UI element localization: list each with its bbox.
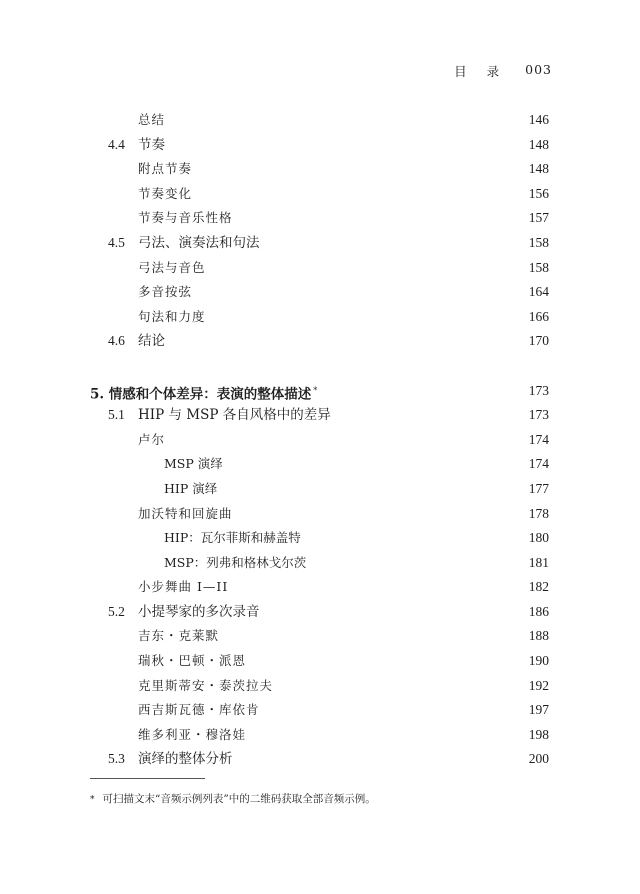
toc-entry-sub[interactable] xyxy=(0,280,640,305)
table-of-contents xyxy=(0,108,640,772)
footnote-mark: * xyxy=(90,795,95,805)
toc-entry-sub[interactable] xyxy=(0,256,640,281)
toc-entry-title-text: HIP 演绎 xyxy=(164,480,218,496)
toc-entry-title xyxy=(138,575,228,600)
toc-entry-title-text: 小步舞曲 I—II xyxy=(138,579,229,595)
toc-page-number: 177 xyxy=(528,480,549,496)
toc-page-number: 166 xyxy=(528,308,549,324)
toc-entry-subsub[interactable] xyxy=(0,551,640,576)
toc-entry-sub[interactable] xyxy=(0,428,640,453)
toc-page-number: 173 xyxy=(528,407,549,423)
toc-entry-sub[interactable] xyxy=(0,108,640,133)
toc-entry-title xyxy=(138,649,246,674)
toc-entry-subsub[interactable] xyxy=(0,452,640,477)
toc-entry-title-text: 演绎的整体分析 xyxy=(138,751,233,768)
toc-entry-sub[interactable] xyxy=(0,575,640,600)
toc-page-number: 182 xyxy=(528,579,549,595)
toc-entry-title-text: 5. 情感和个体差异：表演的整体描述 xyxy=(90,386,312,403)
toc-entry-section[interactable] xyxy=(0,133,640,158)
toc-entry-title xyxy=(138,747,233,772)
toc-page-number: 174 xyxy=(528,431,549,447)
toc-entry-title xyxy=(138,723,246,748)
toc-entry-sub[interactable] xyxy=(0,502,640,527)
toc-page-number: 158 xyxy=(528,234,549,250)
toc-page-number: 170 xyxy=(528,333,549,349)
toc-page-number: 181 xyxy=(528,554,549,570)
toc-entry-title xyxy=(138,182,192,207)
toc-page-number: 178 xyxy=(528,505,549,521)
footnote xyxy=(90,791,376,806)
toc-entry-title-text: 吉东・克莱默 xyxy=(138,628,220,644)
toc-page-number: 174 xyxy=(528,456,549,472)
toc-entry-section[interactable] xyxy=(0,747,640,772)
toc-entry-title xyxy=(164,551,306,576)
toc-entry-title-text: MSP 演绎 xyxy=(164,456,223,472)
toc-page-number: 190 xyxy=(528,653,549,669)
toc-entry-sub[interactable] xyxy=(0,206,640,231)
toc-section-number: 4.4 xyxy=(108,136,125,152)
toc-entry-title xyxy=(138,403,331,428)
toc-page-number: 157 xyxy=(528,210,549,226)
toc-page-number: 198 xyxy=(528,726,549,742)
toc-entry-title xyxy=(138,698,260,723)
toc-entry-title-text: 弓法、演奏法和句法 xyxy=(138,234,260,251)
toc-entry-title xyxy=(138,206,233,231)
toc-entry-title xyxy=(138,280,192,305)
toc-entry-title-text: 节奏与音乐性格 xyxy=(138,210,233,226)
toc-entry-title-text: 维多利亚・穆洛娃 xyxy=(138,726,247,742)
toc-page-number: 156 xyxy=(528,185,549,201)
toc-entry-title-text: 西吉斯瓦德・库依肯 xyxy=(138,702,260,718)
toc-entry-title-text: 总结 xyxy=(138,112,166,127)
toc-entry-title xyxy=(164,452,223,477)
toc-entry-title xyxy=(138,502,233,527)
toc-page-number: 197 xyxy=(528,702,549,718)
toc-entry-title xyxy=(138,231,260,256)
toc-entry-sub[interactable] xyxy=(0,305,640,330)
toc-entry-section[interactable] xyxy=(0,403,640,428)
toc-entry-title xyxy=(138,256,206,281)
toc-page-number: 186 xyxy=(528,603,549,619)
running-head-title: 目 录 xyxy=(454,64,508,79)
toc-page-number: 158 xyxy=(528,259,549,275)
toc-entry-title-text: 附点节奏 xyxy=(138,161,193,177)
toc-page-number: 164 xyxy=(528,284,549,300)
toc-page-number: 146 xyxy=(528,112,549,127)
toc-entry-title-text: HIP：瓦尔菲斯和赫盖特 xyxy=(164,530,301,546)
toc-entry-subsub[interactable] xyxy=(0,526,640,551)
toc-section-number: 5.3 xyxy=(108,751,125,767)
toc-entry-title-text: HIP 与 MSP 各自风格中的差异 xyxy=(138,407,331,424)
toc-entry-sub[interactable] xyxy=(0,723,640,748)
toc-entry-section[interactable] xyxy=(0,329,640,354)
footnote-text: 可扫描文末“音频示例列表”中的二维码获取全部音频示例。 xyxy=(102,793,376,805)
toc-section-number: 5.1 xyxy=(108,407,125,423)
toc-entry-title-text: 节奏 xyxy=(138,136,165,153)
toc-entry-title xyxy=(138,428,165,453)
toc-entry-title-text: 加沃特和回旋曲 xyxy=(138,505,233,521)
toc-page-number: 148 xyxy=(528,136,549,152)
toc-entry-title xyxy=(138,108,165,133)
toc-entry-title-text: 弓法与音色 xyxy=(138,259,206,275)
toc-entry-title xyxy=(138,600,260,625)
toc-entry-title-text: 句法和力度 xyxy=(138,308,206,324)
toc-entry-title-text: MSP：列弗和格林戈尔茨 xyxy=(164,554,307,570)
toc-entry-title-text: 小提琴家的多次录音 xyxy=(138,603,260,620)
toc-entry-sub[interactable] xyxy=(0,182,640,207)
toc-entry-sub[interactable] xyxy=(0,698,640,723)
toc-entry-sub[interactable] xyxy=(0,649,640,674)
toc-entry-sub[interactable] xyxy=(0,674,640,699)
toc-page-number: 192 xyxy=(528,677,549,693)
toc-entry-subsub[interactable] xyxy=(0,477,640,502)
toc-entry-title xyxy=(138,133,165,158)
toc-entry-sub[interactable] xyxy=(0,624,640,649)
toc-page-number: 180 xyxy=(528,530,549,546)
toc-entry-title-text: 多音按弦 xyxy=(138,284,193,300)
page-number: 003 xyxy=(525,62,552,77)
footnote-rule xyxy=(90,778,205,779)
toc-entry-title xyxy=(138,305,206,330)
toc-page-number: 148 xyxy=(528,161,549,177)
toc-entry-sub[interactable] xyxy=(0,157,640,182)
toc-page-number: 173 xyxy=(528,382,549,398)
toc-entry-section[interactable] xyxy=(0,231,640,256)
toc-entry-title xyxy=(138,624,219,649)
toc-entry-section[interactable] xyxy=(0,600,640,625)
toc-entry-title-text: 结论 xyxy=(138,333,165,350)
footnote-reference-mark: * xyxy=(313,385,318,395)
toc-entry-title xyxy=(138,157,192,182)
running-head xyxy=(454,62,552,80)
toc-entry-title xyxy=(138,674,273,699)
toc-entry-title xyxy=(138,329,165,354)
toc-gap xyxy=(0,354,640,379)
toc-section-number: 5.2 xyxy=(108,603,125,619)
toc-entry-title xyxy=(164,526,301,551)
toc-page-number: 200 xyxy=(528,751,549,767)
toc-entry-title-text: 节奏变化 xyxy=(138,185,193,201)
toc-section-number: 4.5 xyxy=(108,234,125,250)
toc-entry-title-text: 卢尔 xyxy=(138,431,166,447)
toc-entry-chapter[interactable] xyxy=(0,379,640,404)
toc-page-number: 188 xyxy=(528,628,549,644)
toc-section-number: 4.6 xyxy=(108,333,125,349)
toc-entry-title-text: 克里斯蒂安・泰茨拉夫 xyxy=(138,677,274,693)
toc-entry-title-text: 瑞秋・巴顿・派恩 xyxy=(138,653,247,669)
toc-entry-title xyxy=(164,477,217,502)
